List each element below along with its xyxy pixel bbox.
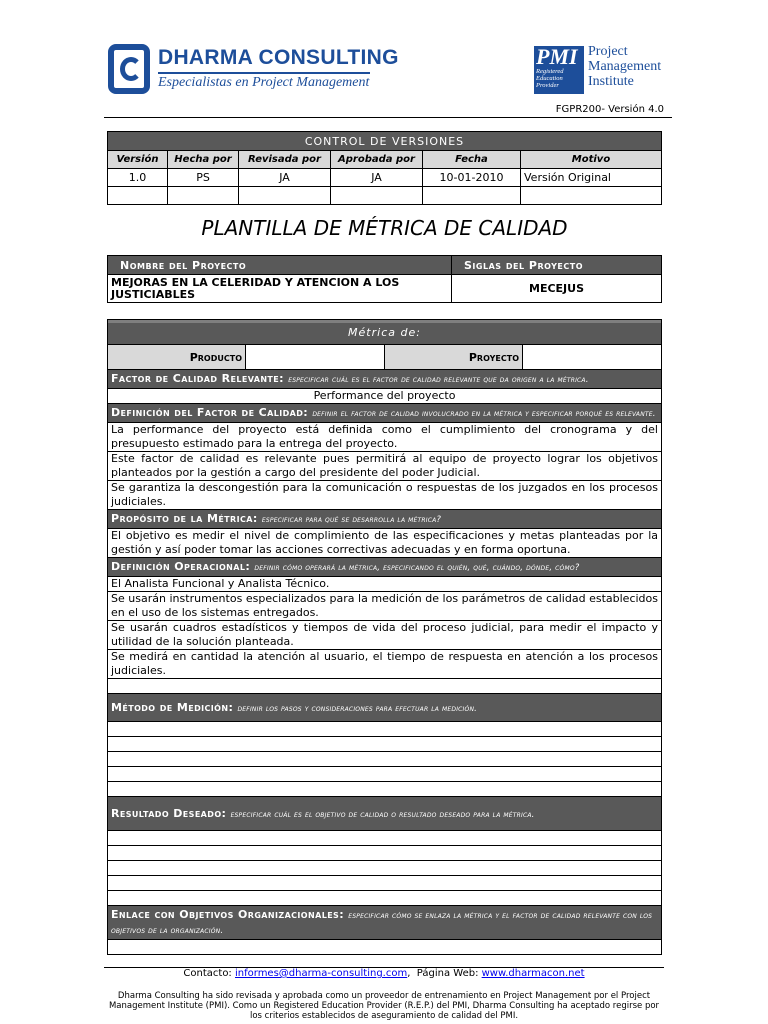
blank-row — [108, 831, 662, 846]
operational-paragraph: Se usarán instrumentos especializados para la medición de los parámetros de calidad establecidos en el uso de los sistemas entregados. — [108, 592, 662, 621]
pmi-letters: PMI — [536, 44, 578, 69]
blank-row — [108, 722, 662, 737]
header-divider — [104, 117, 672, 118]
section-result: Resultado Deseado: especificar cuál es el objetivo de calidad o resultado deseado para la métrica. — [108, 797, 662, 831]
section-method: Método de Medición: definir los pasos y consideraciones para efectuar la medición. — [108, 694, 662, 722]
operational-paragraph: Se medirá en cantidad la atención al usuario, el tiempo de respuesta en atención a los procesos judiciales. — [108, 650, 662, 679]
definition-paragraph: Este factor de calidad es relevante pues permitirá al equipo de proyecto lograr los objetivos planteados por la gestión a cargo del presidente del poder Judicial. — [108, 452, 662, 481]
contact-line: Contacto: informes@dharma-consulting.com, Página Web: www.dharmacon.net — [183, 968, 585, 979]
blank-row — [108, 752, 662, 767]
col-approved-by: Aprobada por — [331, 151, 423, 169]
company-tagline: Especialistas en Project Management — [158, 75, 370, 90]
section-factor: Factor de Calidad Relevante: especificar cuál es el factor de calidad relevante que da origen a la métrica. — [108, 370, 662, 389]
operational-paragraph: El Analista Funcional y Analista Técnico. — [108, 577, 662, 592]
project-name-value: MEJORAS EN LA CELERIDAD Y ATENCION A LOS JUSTICIABLES — [108, 275, 452, 303]
section-link: Enlace con Objetivos Organizacionales: especificar cómo se enlaza la métrica y el factor de calidad relevante con los objetivos de la organización. — [108, 906, 662, 940]
version-table-title: CONTROL DE VERSIONES — [108, 132, 662, 151]
email-link[interactable]: informes@dharma-consulting.com — [235, 968, 408, 979]
section-operational: Definición Operacional: definir cómo operará la métrica, especificando el quién, qué, cuándo, dónde, cómo? — [108, 558, 662, 577]
company-name: DHARMA CONSULTING — [158, 46, 399, 69]
page-title: PLANTILLA DE MÉTRICA DE CALIDAD — [201, 216, 568, 240]
col-made-by: Hecha por — [168, 151, 239, 169]
legal-notice: Dharma Consulting ha sido revisada y aprobada como un proveedor de entrenamiento en Project Management por el Project Management Institute (PMI). Como un Registered Education Provider (R.E.P.) del PMI, Dharma Consulting ha aceptado regirse por los criterios establecidos de aseguramiento de calidad del PMI. — [108, 991, 660, 1021]
blank-row — [108, 891, 662, 906]
web-link[interactable]: www.dharmacon.net — [481, 968, 585, 979]
metric-table — [107, 319, 662, 955]
blank-row — [108, 737, 662, 752]
table-row: 1.0 PS JA JA 10-01-2010 Versión Original — [108, 169, 662, 187]
blank-row — [108, 679, 662, 694]
project-field[interactable] — [523, 345, 662, 370]
col-reason: Motivo — [521, 151, 662, 169]
form-code: FGPR200- Versión 4.0 — [555, 104, 664, 115]
version-control-table — [107, 131, 662, 205]
definition-paragraph: La performance del proyecto está definida como el cumplimiento del cronograma y del presupuesto estimado para la entrega del proyecto. — [108, 423, 662, 452]
project-acronym-label: Siglas del Proyecto — [452, 256, 662, 275]
project-label: Proyecto — [385, 345, 523, 370]
blank-row — [108, 767, 662, 782]
pmi-name: Project Management Institute — [588, 44, 662, 89]
product-label: Producto — [108, 345, 246, 370]
blank-row — [108, 782, 662, 797]
operational-paragraph: Se usarán cuadros estadísticos y tiempos de vida del proceso judicial, para medir el impacto y utilidad de la solución planteada. — [108, 621, 662, 650]
col-reviewed-by: Revisada por — [239, 151, 331, 169]
factor-value: Performance del proyecto — [108, 389, 662, 404]
blank-row — [108, 846, 662, 861]
section-definition: Definición del Factor de Calidad: definir el factor de calidad involucrado en la métrica y especificar porqué es relevante. — [108, 404, 662, 423]
section-purpose: Propósito de la Métrica: especificar para qué se desarrolla la métrica? — [108, 510, 662, 529]
purpose-text: El objetivo es medir el nivel de complimiento de las especificaciones y metas planteadas por la gestión y así poder tomar las acciones correctivas adecuadas y en forma oportuna. — [108, 529, 662, 558]
definition-paragraph: Se garantiza la descongestión para la comunicación o respuestas de los juzgados en los procesos judiciales. — [108, 481, 662, 510]
project-acronym-value: MECEJUS — [452, 275, 662, 303]
col-date: Fecha — [423, 151, 521, 169]
col-version: Versión — [108, 151, 168, 169]
logo-divider — [158, 72, 370, 74]
product-field[interactable] — [246, 345, 385, 370]
blank-row — [108, 940, 662, 955]
pmi-badge: Registered Education Provider — [536, 68, 564, 89]
table-row — [108, 187, 662, 205]
blank-row — [108, 876, 662, 891]
project-name-label: Nombre del Proyecto — [108, 256, 452, 275]
blank-row — [108, 861, 662, 876]
project-table — [107, 255, 662, 303]
dharma-logo-icon — [108, 44, 150, 94]
metric-header: Métrica de: — [108, 320, 662, 345]
